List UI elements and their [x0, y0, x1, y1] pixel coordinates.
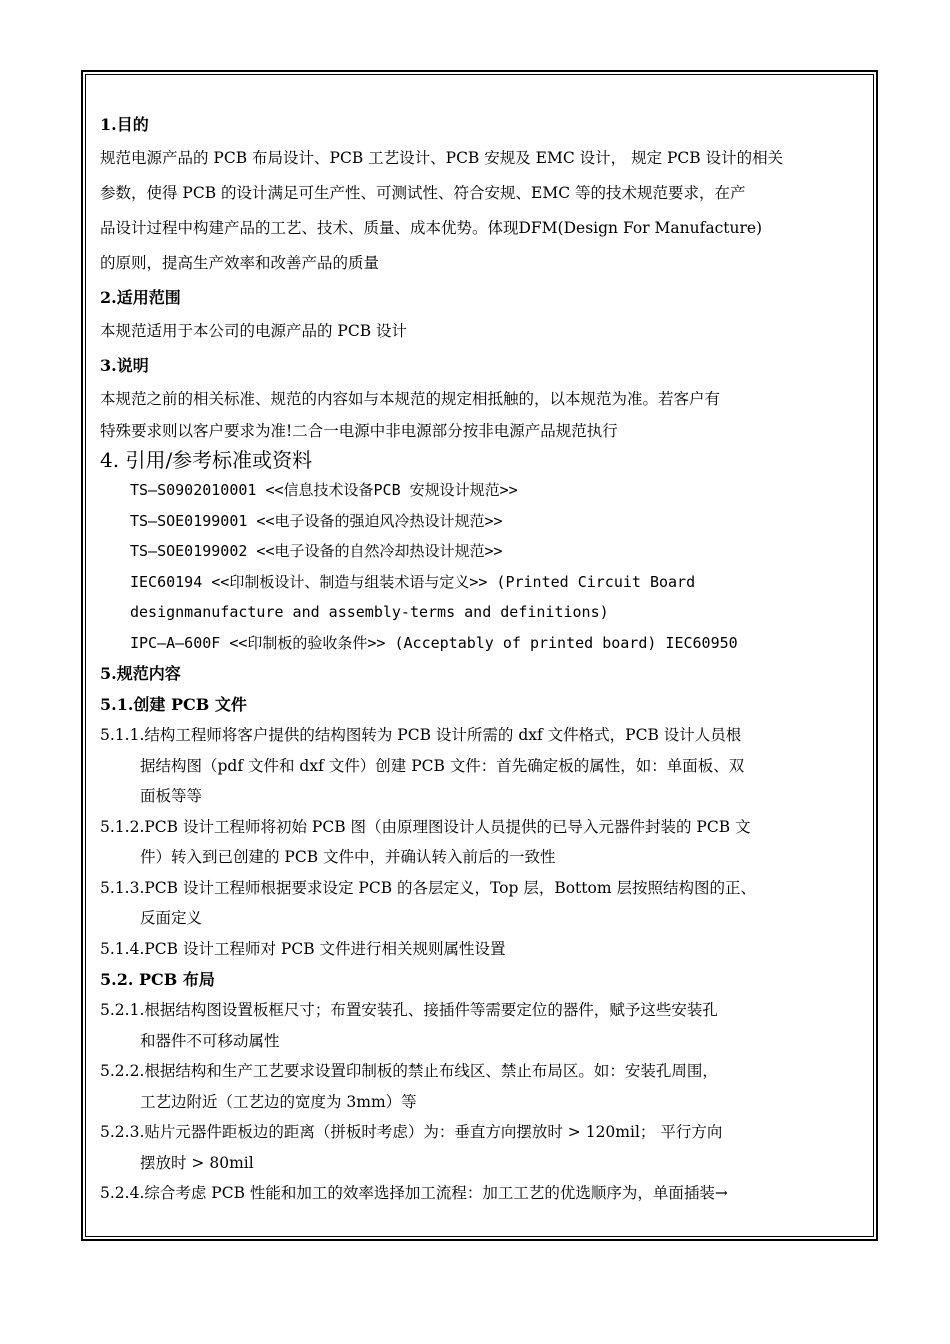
clause-5-2-3 — [100, 1117, 870, 1178]
clause-line: 5.2.3.贴片元器件距板边的距离（拼板时考虑）为：垂直方向摆放时 > 120mil； 平行方向 — [100, 1123, 723, 1141]
clause-5-2-4 — [100, 1178, 870, 1209]
reference-item: IPC—A—600F <<印制板的验收条件>> (Acceptably of printed board) IEC60950 — [130, 633, 738, 652]
reference-item: TS—SOE0199002 <<电子设备的自然冷却热设计规范>> — [130, 542, 503, 560]
clause-line: 面板等等 — [140, 787, 203, 805]
section-heading-references: 4. 引用/参考标准或资料 — [100, 448, 313, 472]
section-heading-specification: 5.规范内容 — [100, 664, 181, 683]
section-body-purpose — [100, 141, 870, 281]
reference-item: designmanufacture and assembly-terms and definitions) — [130, 603, 609, 621]
reference-list — [100, 475, 870, 658]
clause-5-2-2 — [100, 1056, 870, 1117]
clause-line: 件）转入到已创建的 PCB 文件中，并确认转入前后的一致性 — [140, 848, 556, 866]
reference-item: TS—S0902010001 <<信息技术设备PCB 安规设计规范>> — [130, 481, 518, 499]
clause-5-1-2 — [100, 812, 870, 873]
paragraph-line: 参数，使得 PCB 的设计满足可生产性、可测试性、符合安规、EMC 等的技术规范要求，在产 — [100, 184, 746, 202]
paragraph-line: 品设计过程中构建产品的工艺、技术、质量、成本优势。体现DFM(Design For Manufacture) — [100, 219, 763, 237]
clause-line: 5.1.1.结构工程师将客户提供的结构图转为 PCB 设计所需的 dxf 文件格式，PCB 设计人员根 — [100, 726, 742, 744]
paragraph-line: 的原则，提高生产效率和改善产品的质量 — [100, 254, 380, 272]
section-heading-notes: 3.说明 — [100, 356, 149, 375]
clause-line: 工艺边附近（工艺边的宽度为 3mm）等 — [140, 1092, 417, 1111]
subsection-heading-create-pcb: 5.1.创建 PCB 文件 — [100, 695, 247, 714]
subsection-heading-pcb-layout: 5.2. PCB 布局 — [100, 970, 215, 989]
clause-line: 5.2.4.综合考虑 PCB 性能和加工的效率选择加工流程：加工工艺的优选顺序为，单面插装→ — [100, 1184, 728, 1202]
paragraph-line: 特殊要求则以客户要求为准!二合一电源中非电源部分按非电源产品规范执行 — [100, 422, 618, 440]
clause-line: 反面定义 — [140, 909, 203, 927]
clause-5-1-3 — [100, 873, 870, 934]
section-heading-scope: 2.适用范围 — [100, 288, 181, 307]
clause-line: 据结构图（pdf 文件和 dxf 文件）创建 PCB 文件：首先确定板的属性，如：单面板、双 — [140, 756, 745, 775]
document-body — [100, 108, 870, 1209]
clause-line: 5.1.2.PCB 设计工程师将初始 PCB 图（由原理图设计人员提供的已导入元器件封装的 PCB 文 — [100, 817, 751, 836]
reference-item: TS—SOE0199001 <<电子设备的强迫风冷热设计规范>> — [130, 511, 503, 530]
paragraph-line: 本规范之前的相关标准、规范的内容如与本规范的规定相抵触的，以本规范为准。若客户有 — [100, 390, 721, 408]
paragraph-line: 规范电源产品的 PCB 布局设计、PCB 工艺设计、PCB 安规及 EMC 设计， 规定 PCB 设计的相关 — [100, 149, 784, 167]
reference-item: IEC60194 <<印制板设计、制造与组装术语与定义>> (Printed Circuit Board — [130, 572, 696, 591]
clause-5-2-1 — [100, 995, 870, 1056]
clause-line: 和器件不可移动属性 — [140, 1031, 280, 1050]
clause-line: 5.2.1.根据结构图设置板框尺寸；布置安装孔、接插件等需要定位的器件，赋予这些安装孔 — [100, 1001, 718, 1019]
paragraph-line: 本规范适用于本公司的电源产品的 PCB 设计 — [100, 322, 408, 340]
clause-5-1-4 — [100, 934, 870, 965]
clause-5-1-1 — [100, 720, 870, 812]
clause-line: 5.1.4.PCB 设计工程师对 PCB 文件进行相关规则属性设置 — [100, 939, 506, 958]
clause-line: 5.2.2.根据结构和生产工艺要求设置印制板的禁止布线区、禁止布局区。如：安装孔周围， — [100, 1062, 718, 1080]
clause-line: 5.1.3.PCB 设计工程师根据要求设定 PCB 的各层定义，Top 层，Bottom 层按照结构图的正、 — [100, 878, 756, 897]
section-heading-purpose: 1.目的 — [100, 115, 149, 134]
clause-line: 摆放时 > 80mil — [140, 1153, 254, 1172]
